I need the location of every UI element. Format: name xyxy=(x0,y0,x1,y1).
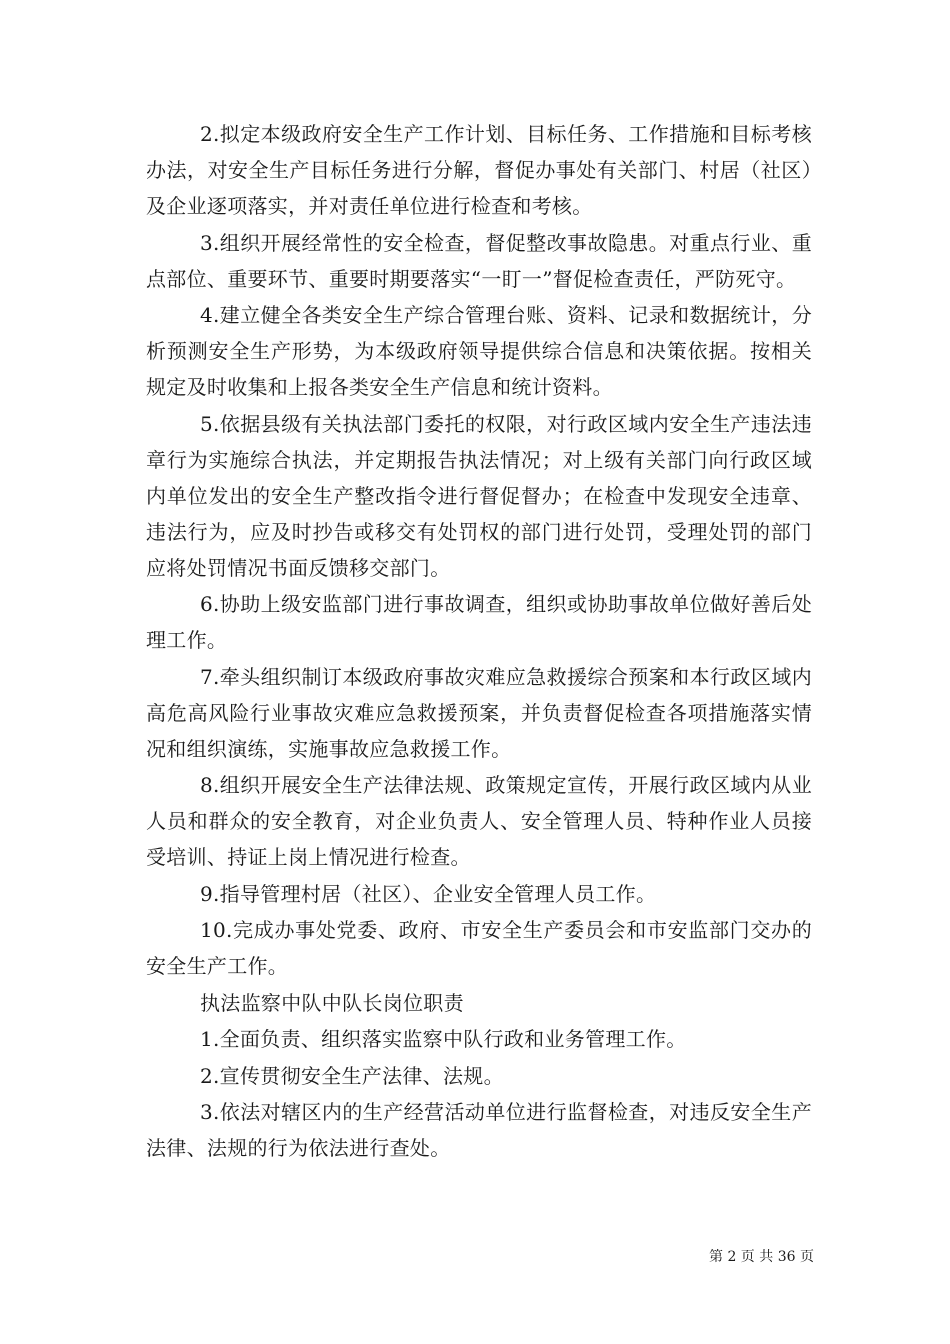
paragraph-item-6: 6.协助上级安监部门进行事故调查，组织或协助事故单位做好善后处理工作。 xyxy=(146,592,812,652)
paragraph-duty-1: 1.全面负责、组织落实监察中队行政和业务管理工作。 xyxy=(200,1027,687,1051)
paragraph-item-2: 2.拟定本级政府安全生产工作计划、目标任务、工作措施和目标考核办法，对安全生产目标任务进行分解，督促办事处有关部门、村居（社区）及企业逐项落实，并对责任单位进行检查和考核。 xyxy=(146,122,812,218)
paragraph-item-10: 10.完成办事处党委、政府、市安全生产委员会和市安监部门交办的安全生产工作。 xyxy=(146,918,812,978)
paragraph-item-5: 5.依据县级有关执法部门委托的权限，对行政区域内安全生产违法违章行为实施综合执法，并定期报告执法情况；对上级有关部门向行政区域内单位发出的安全生产整改指令进行督促督办；在检查中发现安全违章、违法行为，应及时抄告或移交有处罚权的部门进行处罚，受理处罚的部门应将处罚情况书面反馈移交部门。 xyxy=(146,411,812,580)
page-number: 第 2 页 共 36 页 xyxy=(709,1249,814,1265)
paragraph-item-9: 9.指导管理村居（社区）、企业安全管理人员工作。 xyxy=(200,881,657,906)
paragraph-item-8: 8.组织开展安全生产法律法规、政策规定宣传，开展行政区域内从业人员和群众的安全教育，对企业负责人、安全管理人员、特种作业人员接受培训、持证上岗上情况进行检查。 xyxy=(146,773,812,869)
paragraph-item-3: 3.组织开展经常性的安全检查，督促整改事故隐患。对重点行业、重点部位、重要环节、重要时期要落实“一盯一”督促检查责任，严防死守。 xyxy=(146,230,812,291)
paragraph-duty-3: 3.依法对辖区内的生产经营活动单位进行监督检查，对违反安全生产法律、法规的行为依法进行查处。 xyxy=(146,1100,812,1160)
paragraph-duty-2: 2.宣传贯彻安全生产法律、法规。 xyxy=(200,1063,504,1088)
section-heading: 执法监察中队中队长岗位职责 xyxy=(200,990,464,1015)
paragraph-item-4: 4.建立健全各类安全生产综合管理台账、资料、记录和数据统计，分析预测安全生产形势，为本级政府领导提供综合信息和决策依据。按相关规定及时收集和上报各类安全生产信息和统计资料。 xyxy=(146,303,812,399)
paragraph-item-7: 7.牵头组织制订本级政府事故灾难应急救援综合预案和本行政区域内高危高风险行业事故灾难应急救援预案，并负责督促检查各项措施落实情况和组织演练，实施事故应急救援工作。 xyxy=(146,664,812,761)
document-body xyxy=(146,116,812,1167)
